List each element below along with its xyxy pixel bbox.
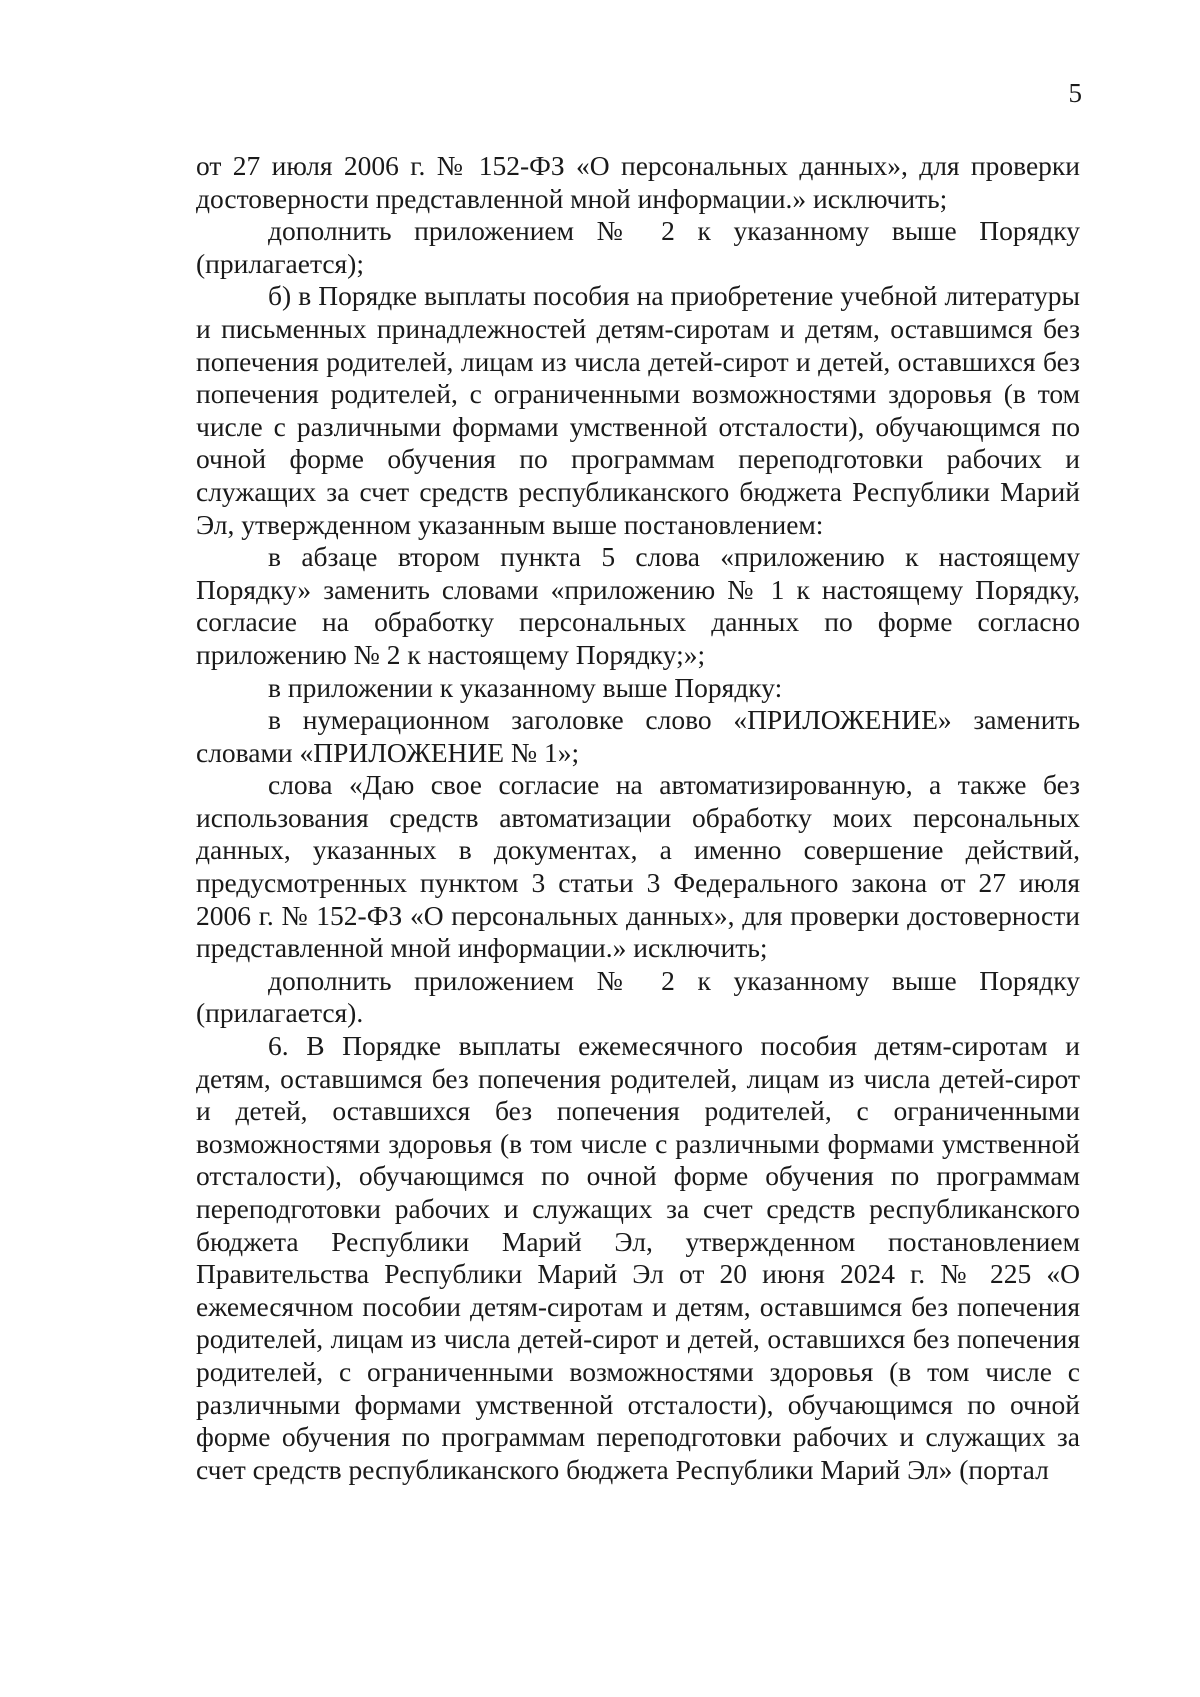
paragraph-1: от 27 июля 2006 г. № 152-ФЗ «О персональных данных», для проверки достоверности представленной мной информации.» исключить; [196, 150, 1080, 214]
paragraph-3: б) в Порядке выплаты пособия на приобретение учебной литературы и письменных принадлежностей детям-сиротам и детям, оставшимся без попечения родителей, лицам из числа детей-сирот и детей, оставшихся без попечения родителей, с ограниченными возможностями здоровья (в том числе с различными формами умственной отсталости), обучающимся по очной форме обучения по программам переподготовки рабочих и служащих за счет средств республиканского бюджета Республики Марий Эл, утвержденном указанным выше постановлением: [196, 280, 1080, 540]
paragraph-7: слова «Даю свое согласие на автоматизированную, а также без использования средств автоматизации обработку моих персональных данных, указанных в документах, а именно совершение действий, предусмотренных пунктом 3 статьи 3 Федерального закона от 27 июля 2006 г. № 152-ФЗ «О персональных данных», для проверки достоверности представленной мной информации.» исключить; [196, 769, 1080, 964]
document-body [196, 150, 1080, 1486]
paragraph-8: дополнить приложением № 2 к указанному выше Порядку (прилагается). [196, 964, 1080, 1029]
page-number: 5 [1068, 78, 1082, 108]
paragraph-6: в нумерационном заголовке слово «ПРИЛОЖЕНИЕ» заменить словами «ПРИЛОЖЕНИЕ № 1»; [196, 704, 1080, 768]
paragraph-4: в абзаце втором пункта 5 слова «приложению к настоящему Порядку» заменить словами «приложению № 1 к настоящему Порядку, согласие на обработку персональных данных по форме согласно приложению № 2 к настоящему Порядку;»; [196, 541, 1080, 670]
paragraph-2: дополнить приложением № 2 к указанному выше Порядку (прилагается); [196, 215, 1080, 279]
paragraph-9: 6. В Порядке выплаты ежемесячного пособия детям-сиротам и детям, оставшимся без попечения родителей, лицам из числа детей-сирот и детей, оставшихся без попечения родителей, с ограниченными возможностями здоровья (в том числе с различными формами умственной отсталости), обучающимся по очной форме обучения по программам переподготовки рабочих и служащих за счет средств республиканского бюджета Республики Марий Эл, утвержденном постановлением Правительства Республики Марий Эл от 20 июня 2024 г. № 225 «О ежемесячном пособии детям-сиротам и детям, оставшимся без попечения родителей, лицам из числа детей-сирот и детей, оставшихся без попечения родителей, с ограниченными возможностями здоровья (в том числе с различными формами умственной отсталости), обучающимся по очной форме обучения по программам переподготовки рабочих и служащих за счет средств республиканского бюджета Республики Марий Эл» (портал [196, 1030, 1080, 1485]
paragraph-5: в приложении к указанному выше Порядку: [268, 671, 783, 703]
